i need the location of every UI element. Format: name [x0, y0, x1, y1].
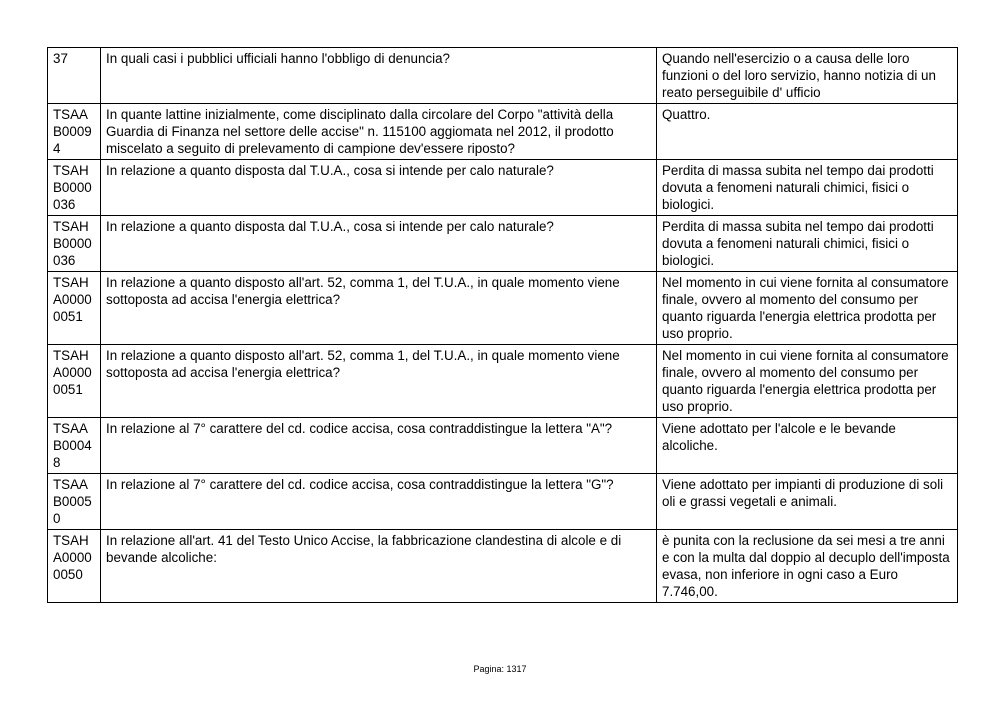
- question-text: In relazione a quanto disposto all'art. 52, comma 1, del T.U.A., in quale momento viene sottoposta ad accisa l'energia elettrica?: [101, 272, 657, 345]
- question-code: TSAH B0000 036: [48, 216, 101, 272]
- table-row: [48, 345, 958, 418]
- question-code: TSAH A0000 0051: [48, 272, 101, 345]
- question-code: TSAH A0000 0051: [48, 345, 101, 418]
- answer-text: Viene adottato per impianti di produzione di soli oli e grassi vegetali e animali.: [657, 474, 958, 530]
- table-row: [48, 48, 958, 104]
- question-text: In relazione a quanto disposta dal T.U.A., cosa si intende per calo naturale?: [101, 160, 657, 216]
- question-text: In quali casi i pubblici ufficiali hanno l'obbligo di denuncia?: [101, 48, 657, 104]
- answer-text: Quattro.: [657, 104, 958, 160]
- table-row: [48, 418, 958, 474]
- question-text: In relazione a quanto disposto all'art. 52, comma 1, del T.U.A., in quale momento viene sottoposta ad accisa l'energia elettrica?: [101, 345, 657, 418]
- table-row: [48, 216, 958, 272]
- answer-text: Perdita di massa subita nel tempo dai prodotti dovuta a fenomeni naturali chimici, fisici o biologici.: [657, 216, 958, 272]
- table-row: [48, 104, 958, 160]
- answer-text: è punita con la reclusione da sei mesi a tre anni e con la multa dal doppio al decuplo dell'imposta evasa, non inferiore in ogni caso a Euro 7.746,00.: [657, 530, 958, 603]
- answer-text: Nel momento in cui viene fornita al consumatore finale, ovvero al momento del consumo per quanto riguarda l'energia elettrica prodotta per uso proprio.: [657, 272, 958, 345]
- table-row: [48, 160, 958, 216]
- answer-text: Perdita di massa subita nel tempo dai prodotti dovuta a fenomeni naturali chimici, fisici o biologici.: [657, 160, 958, 216]
- table-row: [48, 530, 958, 603]
- question-text: In relazione a quanto disposta dal T.U.A., cosa si intende per calo naturale?: [101, 216, 657, 272]
- question-code: TSAH A0000 0050: [48, 530, 101, 603]
- question-code: TSAA B0005 0: [48, 474, 101, 530]
- question-code: TSAA B0004 8: [48, 418, 101, 474]
- page-number: Pagina: 1317: [473, 664, 527, 674]
- question-table: [47, 47, 958, 603]
- question-code: 37: [48, 48, 101, 104]
- question-text: In relazione all'art. 41 del Testo Unico Accise, la fabbricazione clandestina di alcole e di bevande alcoliche:: [101, 530, 657, 603]
- answer-text: Quando nell'esercizio o a causa delle loro funzioni o del loro servizio, hanno notizia di un reato perseguibile d' ufficio: [657, 48, 958, 104]
- question-text: In quante lattine inizialmente, come disciplinato dalla circolare del Corpo "attività della Guardia di Finanza nel settore delle accise" n. 115100 aggiomata nel 2012, il prodotto miscelato a seguito di prelevamento di campione dev'essere riposto?: [101, 104, 657, 160]
- answer-text: Viene adottato per l'alcole e le bevande alcoliche.: [657, 418, 958, 474]
- question-code: TSAA B0009 4: [48, 104, 101, 160]
- table-row: [48, 272, 958, 345]
- question-text: In relazione al 7° carattere del cd. codice accisa, cosa contraddistingue la lettera "G"?: [101, 474, 657, 530]
- question-text: In relazione al 7° carattere del cd. codice accisa, cosa contraddistingue la lettera "A"?: [101, 418, 657, 474]
- answer-text: Nel momento in cui viene fornita al consumatore finale, ovvero al momento del consumo per quanto riguarda l'energia elettrica prodotta per uso proprio.: [657, 345, 958, 418]
- table-row: [48, 474, 958, 530]
- question-code: TSAH B0000 036: [48, 160, 101, 216]
